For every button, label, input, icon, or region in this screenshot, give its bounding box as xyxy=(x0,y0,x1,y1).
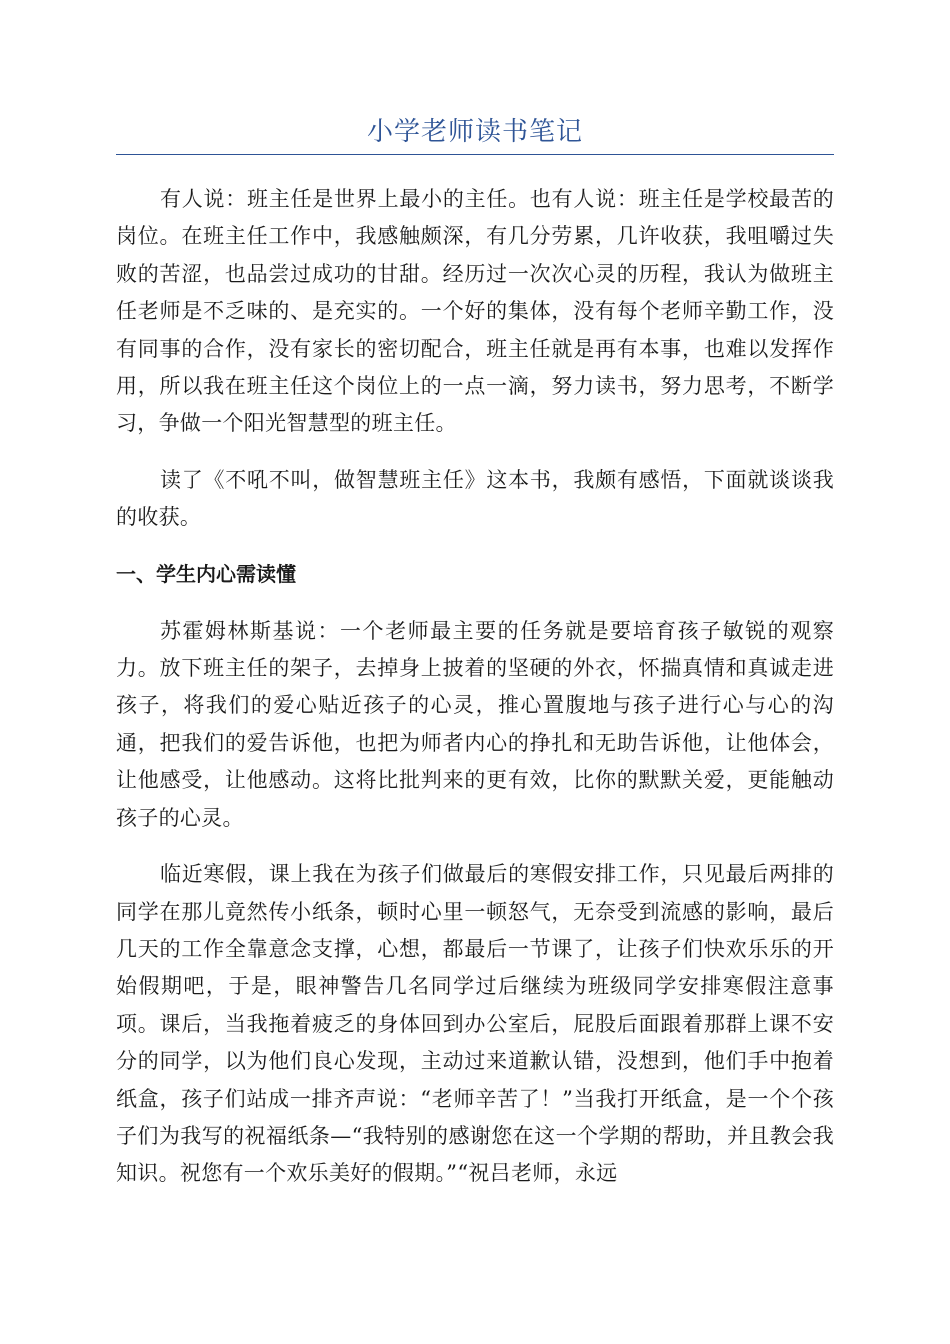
section-paragraph: 苏霍姆林斯基说：一个老师最主要的任务就是要培育孩子敏锐的观察力。放下班主任的架子，去掉身上披着的坚硬的外衣，怀揣真情和真诚走进孩子，将我们的爱心贴近孩子的心灵，推心置腹地与孩子进行心与心的沟通，把我们的爱告诉他，也把为师者内心的挣扎和无助告诉他，让他体会，让他感受，让他感动。这将比批判来的更有效，比你的默默关爱，更能触动孩子的心灵。 xyxy=(116,618,834,830)
book-paragraph: 读了《不吼不叫，做智慧班主任》这本书，我颇有感悟，下面就谈谈我的收获。 xyxy=(116,467,834,530)
section-paragraph: 临近寒假，课上我在为孩子们做最后的寒假安排工作，只见最后两排的同学在那儿竟然传小纸条，顿时心里一顿怒气，无奈受到流感的影响，最后几天的工作全靠意念支撑，心想，都最后一节课了，让孩子们快欢乐乐的开始假期吧，于是，眼神警告几名同学过后继续为班级同学安排寒假注意事项。课后，当我拖着疲乏的身体回到办公室后，屁股后面跟着那群上课不安分的同学，以为他们良心发现，主动过来道歉认错，没想到，他们手中抱着纸盒，孩子们站成一排齐声说：“老师辛苦了！”当我打开纸盒，是一个个孩子们为我写的祝福纸条—“我特别的感谢您在这一个学期的帮助，并且教会我知识。祝您有一个欢乐美好的假期。”“祝吕老师，永远 xyxy=(116,862,834,1186)
section-heading: 一、学生内心需读懂 xyxy=(116,561,296,586)
document-title: 小学老师读书笔记 xyxy=(366,117,583,147)
intro-paragraph: 有人说：班主任是世界上最小的主任。也有人说：班主任是学校最苦的岗位。在班主任工作中，我感触颇深，有几分劳累，几许收获，我咀嚼过失败的苦涩，也品尝过成功的甘甜。经历过一次次心灵的历程，我认为做班主任老师是不乏味的、是充实的。一个好的集体，没有每个老师辛勤工作，没有同事的合作，没有家长的密切配合，班主任就是再有本事，也难以发挥作用，所以我在班主任这个岗位上的一点一滴，努力读书，努力思考，不断学习，争做一个阳光智慧型的班主任。 xyxy=(116,187,834,436)
title-underline xyxy=(116,154,834,155)
document-page xyxy=(116,112,834,1193)
